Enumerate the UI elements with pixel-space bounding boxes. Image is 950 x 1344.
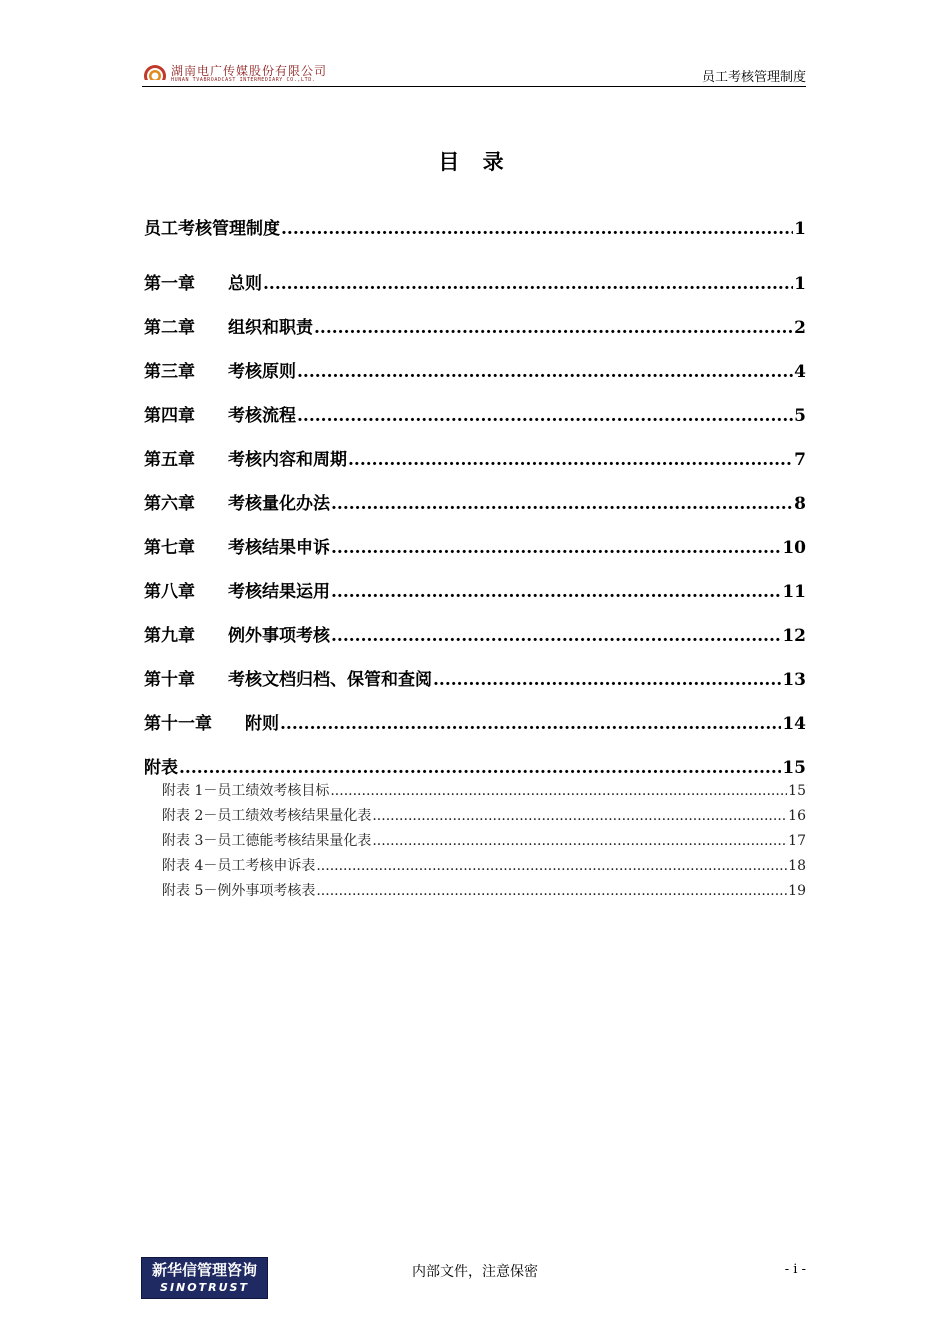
toc-sub-entry-label: 附表 5－例外事项考核表 <box>162 883 316 899</box>
toc-entry-label <box>144 533 330 558</box>
toc-leader-dots <box>280 714 781 734</box>
chapter-name: 组织和职责 <box>228 318 313 338</box>
toc-entry[interactable] <box>144 753 806 778</box>
toc-leader-dots <box>314 318 793 338</box>
chapter-number: 第八章 <box>144 582 195 602</box>
toc-sub-entry-label: 附表 2－员工绩效考核结果量化表 <box>162 808 372 824</box>
chapter-number: 第九章 <box>144 626 195 646</box>
toc-sub-entry-page: 17 <box>788 833 806 849</box>
toc-entry-page: 11 <box>782 582 806 602</box>
chapter-number: 第三章 <box>144 362 195 382</box>
toc-leader-dots <box>331 582 781 602</box>
toc-entry[interactable] <box>144 401 806 426</box>
toc-entry-page: 13 <box>782 670 806 690</box>
chapter-number: 第五章 <box>144 450 195 470</box>
toc-leader-dots <box>372 833 787 849</box>
toc-entry-label <box>144 709 279 734</box>
toc-entry[interactable] <box>144 577 806 602</box>
chapter-name: 总则 <box>228 274 262 294</box>
chapter-name: 考核文档归档、保管和查阅 <box>228 670 432 690</box>
chapter-name: 例外事项考核 <box>228 626 330 646</box>
toc-entry[interactable] <box>144 665 806 690</box>
toc-entry-label <box>144 269 262 294</box>
toc-sub-entry[interactable] <box>162 830 806 850</box>
toc-sub-entry-page: 18 <box>788 858 806 874</box>
header-document-title: 员工考核管理制度 <box>701 70 806 85</box>
toc-entry[interactable] <box>144 533 806 558</box>
chapter-number: 第二章 <box>144 318 195 338</box>
toc-leader-dots <box>372 808 787 824</box>
chapter-number: 第十章 <box>144 670 195 690</box>
toc-entry-label <box>144 577 330 602</box>
toc-sub-entry-label: 附表 4－员工考核申诉表 <box>162 858 316 874</box>
toc-entry-page: 5 <box>794 406 806 426</box>
toc-entry[interactable] <box>144 269 806 294</box>
toc-entry-page: 1 <box>794 219 806 239</box>
chapter-name: 考核结果申诉 <box>228 538 330 558</box>
toc-entry[interactable] <box>144 357 806 382</box>
chapter-name: 考核内容和周期 <box>228 450 347 470</box>
footer-confidential-note: 内部文件，注意保密 <box>412 1264 538 1280</box>
toc-leader-dots <box>331 626 781 646</box>
toc-entry-label <box>144 401 296 426</box>
company-name-cn: 湖南电广传媒股份有限公司 <box>171 64 328 78</box>
toc-entry-label: 员工考核管理制度 <box>144 219 280 239</box>
toc-leader-dots <box>297 362 793 382</box>
toc-entry-label <box>144 313 313 338</box>
toc-entry-label <box>144 665 432 690</box>
toc-entry-label <box>144 489 330 514</box>
toc-sub-entry[interactable] <box>162 780 806 800</box>
toc-entry-label: 附表 <box>144 758 178 778</box>
toc-entry-label <box>144 357 296 382</box>
toc-sub-entry[interactable] <box>162 805 806 825</box>
chapter-name: 考核结果运用 <box>228 582 330 602</box>
footer-logo-cn: 新华信管理咨询 <box>151 1261 257 1279</box>
toc-entry[interactable] <box>144 709 806 734</box>
footer-logo-en: SINOTRUST <box>160 1281 249 1294</box>
page-header <box>142 60 806 87</box>
chapter-name: 考核原则 <box>228 362 296 382</box>
toc-entry-page: 2 <box>794 318 806 338</box>
toc-sub-entry-label: 附表 3－员工德能考核结果量化表 <box>162 833 372 849</box>
toc-entry[interactable] <box>144 214 806 239</box>
toc-entry-page: 4 <box>794 362 806 382</box>
toc-entry[interactable] <box>144 313 806 338</box>
toc-sub-entry-label: 附表 1－员工绩效考核目标 <box>162 783 330 799</box>
toc-leader-dots <box>331 538 781 558</box>
toc-leader-dots <box>433 670 781 690</box>
toc-title: 目 录 <box>438 149 512 174</box>
toc-leader-dots <box>348 450 793 470</box>
toc-leader-dots <box>331 494 793 514</box>
chapter-name: 考核流程 <box>228 406 296 426</box>
toc-sub-entry-page: 15 <box>788 783 806 799</box>
toc-entry-page: 14 <box>782 714 806 734</box>
toc-entry-page: 8 <box>794 494 806 514</box>
toc-leader-dots <box>316 858 787 874</box>
toc-entry-page: 10 <box>782 538 806 558</box>
chapter-number: 第四章 <box>144 406 195 426</box>
toc-sub-entry[interactable] <box>162 855 806 875</box>
toc-leader-dots <box>316 883 787 899</box>
company-name-en: HUNAN TVABROADCAST INTERMEDIARY CO.,LTD. <box>171 77 316 83</box>
chapter-name: 考核量化办法 <box>228 494 330 514</box>
chapter-name: 附则 <box>245 714 279 734</box>
toc-entry[interactable] <box>144 621 806 646</box>
chapter-number: 第七章 <box>144 538 195 558</box>
toc-entry-page: 15 <box>782 758 806 778</box>
toc-entry-page: 1 <box>794 274 806 294</box>
toc-leader-dots <box>179 758 781 778</box>
chapter-number: 第一章 <box>144 274 195 294</box>
toc-leader-dots <box>263 274 793 294</box>
chapter-number: 第六章 <box>144 494 195 514</box>
toc-leader-dots <box>330 783 787 799</box>
toc-entry-page: 7 <box>794 450 806 470</box>
toc-entry[interactable] <box>144 489 806 514</box>
toc-sub-entry-page: 19 <box>788 883 806 899</box>
footer-page-number: - i - <box>784 1262 806 1277</box>
toc-sub-entry[interactable] <box>162 880 806 900</box>
toc-entry-label <box>144 621 330 646</box>
toc-entry-label <box>144 445 347 470</box>
toc-entry[interactable] <box>144 445 806 470</box>
toc-leader-dots <box>297 406 793 426</box>
toc-sub-entry-page: 16 <box>788 808 806 824</box>
chapter-number: 第十一章 <box>144 714 212 734</box>
toc-entry-page: 12 <box>782 626 806 646</box>
toc-leader-dots <box>281 219 793 239</box>
sun-rays-logo-icon <box>142 60 168 86</box>
